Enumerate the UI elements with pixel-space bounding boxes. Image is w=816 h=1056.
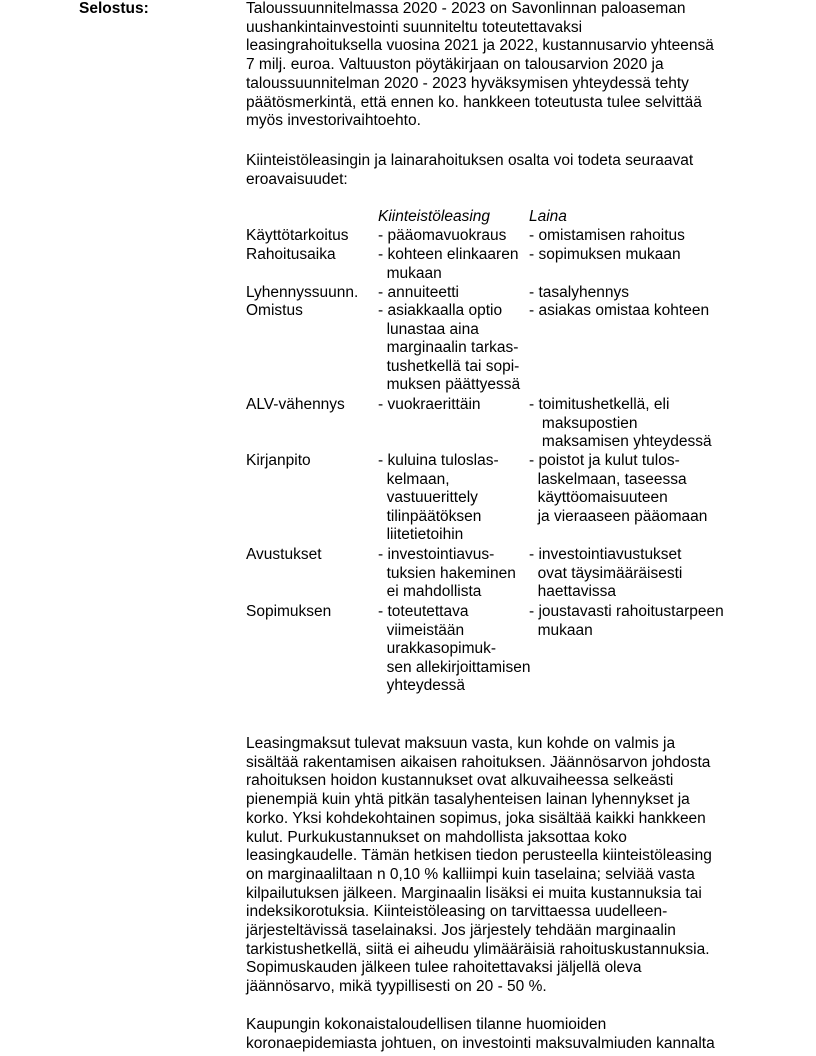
loan-cell [529, 302, 709, 321]
intro-paragraph [246, 0, 714, 131]
row-label: Sopimuksen [246, 603, 332, 620]
leasing-cell [378, 302, 520, 395]
leasing-line: on marginaaliltaan n 0,10 % kalliimpi kuin taselaina; selviää vasta [246, 865, 695, 883]
leasing-line: leasingkaudelle. Tämän hetkisen tiedon perusteella kiinteistöleasing [246, 847, 712, 865]
comparison-intro-paragraph [246, 152, 693, 189]
row-label: Lyhennyssuunn. [246, 284, 359, 301]
leasing-line: pienempiä kuin yhtä pitkän tasalyhenteisen lainan lyhennykset ja [246, 791, 690, 809]
leasing-cell-line: yhteydessä [378, 677, 466, 694]
leasing-line: Leasingmaksut tulevat maksuun vasta, kun kohde on valmis ja [246, 735, 676, 752]
leasing-cell-line: tuksien hakeminen [378, 564, 516, 582]
loan-cell [529, 227, 685, 246]
leasing-cell-line: kelmaan, [378, 470, 450, 488]
loan-cell-line: - tasalyhennys [529, 284, 629, 301]
intro-line: 7 milj. euroa. Valtuuston pöytäkirjaan on talousarvion 2020 ja [246, 56, 664, 74]
loan-cell-line: mukaan [529, 621, 593, 639]
loan-cell-line: - joustavasti rahoitustarpeen [529, 603, 724, 620]
leasing-cell-line: - toteutettava [378, 603, 469, 620]
leasing-cell-line: - asiakkaalla optio [378, 302, 503, 319]
loan-cell-line: - toimitushetkellä, eli [529, 396, 670, 413]
row-label: ALV-vähennys [246, 396, 345, 413]
leasing-line: sisältää rakentamisen aikaisen rahoituksen. Jäännösarvon johdosta [246, 753, 711, 771]
loan-cell-line: - omistamisen rahoitus [529, 227, 685, 244]
leasing-line: järjesteltävissä taselainaksi. Jos järjestely tehdään marginaalin [246, 922, 676, 940]
leasing-cell-line: lunastaa aina [378, 320, 479, 338]
leasing-cell-line: ei mahdollista [378, 583, 482, 600]
leasing-cell-line: urakkasopimuk- [378, 640, 497, 657]
intro-line: Taloussuunnitelmassa 2020 - 2023 on Savonlinnan paloaseman [246, 0, 686, 17]
leasing-cell-line: - kuluina tuloslas- [378, 452, 499, 469]
loan-cell-line: ovat täysimääräisesti [529, 564, 683, 582]
leasing-cell-line: - investointiavus- [378, 546, 495, 563]
leasing-cell-line: viimeistään [378, 621, 465, 639]
leasing-cell [378, 546, 516, 602]
loan-cell-line: maksupostien [529, 414, 638, 432]
loan-cell [529, 246, 681, 265]
final-paragraph [246, 1016, 715, 1053]
leasing-line: jäännösarvo, mikä tyypillisesti on 20 - 50 %. [246, 978, 547, 996]
leasing-cell-line: marginaalin tarkas- [378, 339, 519, 356]
leasing-cell [378, 452, 499, 545]
leasing-line: Sopimuskauden jälkeen tulee rahoitettavaksi jäljellä oleva [246, 959, 642, 977]
loan-cell [529, 546, 682, 602]
leasing-cell-line: - annuiteetti [378, 284, 459, 301]
row-label: Avustukset [246, 546, 322, 563]
intro-line: päätösmerkintä, että ennen ko. hankkeen toteutusta tulee selvittää [246, 93, 702, 111]
loan-cell-line: - investointiavustukset [529, 546, 682, 563]
intro-line: taloussuunnitelman 2020 - 2023 hyväksymisen yhteydessä tehty [246, 74, 689, 92]
leasing-line: rahoituksen hoidon kustannukset ovat alkuvaiheessa selkeästi [246, 772, 674, 790]
leasing-cell-line: tilinpäätöksen [378, 507, 482, 525]
leasing-cell-line: liitetietoihin [378, 526, 464, 543]
loan-cell-line: ja vieraaseen pääomaan [529, 507, 708, 525]
row-label: Käyttötarkoitus [246, 227, 349, 244]
leasing-line: indeksikorotuksia. Kiinteistöleasing on tarvittaessa uudelleen- [246, 903, 668, 921]
loan-cell-line: haettavissa [529, 583, 617, 600]
leasing-cell-line: mukaan [378, 264, 442, 282]
row-label: Kirjanpito [246, 452, 311, 469]
loan-cell-line: laskelmaan, taseessa [529, 470, 687, 488]
intro-line: uushankintainvestointi suunniteltu toteutettavaksi [246, 18, 583, 36]
header-loan: Laina [529, 208, 567, 225]
leasing-line: kilpailutuksen jälkeen. Marginaalin lisäksi ei muita kustannuksia tai [246, 884, 702, 902]
loan-cell-line: - poistot ja kulut tulos- [529, 452, 680, 469]
row-label: Omistus [246, 302, 303, 319]
final-line: koronaepidemiasta johtuen, on investointi maksuvalmiuden kannalta [246, 1034, 715, 1052]
comparison-intro-line: eroavaisuudet: [246, 170, 348, 188]
loan-cell [529, 603, 724, 640]
final-line: Kaupungin kokonaistaloudellisen tilanne huomioiden [246, 1016, 607, 1033]
leasing-cell-line: tushetkellä tai sopi- [378, 357, 520, 375]
section-label: Selostus: [79, 0, 149, 17]
loan-cell [529, 284, 629, 303]
leasing-cell-line: sen allekirjoittamisen [378, 658, 531, 676]
leasing-line: korko. Yksi kohdekohtainen sopimus, joka sisältää kaikki hankkeen [246, 809, 706, 827]
loan-cell [529, 452, 707, 526]
row-label: Rahoitusaika [246, 246, 336, 263]
intro-line: myös investorivaihtoehto. [246, 112, 421, 130]
loan-cell [529, 396, 712, 452]
loan-cell-line: käyttöomaisuuteen [529, 489, 668, 506]
leasing-cell-line: - vuokraerittäin [378, 396, 481, 413]
intro-line: leasingrahoituksella vuosina 2021 ja 2022, kustannusarvio yhteensä [246, 37, 714, 55]
loan-cell-line: - asiakas omistaa kohteen [529, 302, 710, 319]
leasing-cell [378, 396, 481, 415]
leasing-line: tarkistushetkellä, siitä ei aiheudu ylimääräisiä rahoituskustannuksia. [246, 940, 710, 958]
leasing-paragraph [246, 735, 712, 997]
leasing-cell-line: - pääomavuokraus [378, 227, 507, 244]
leasing-cell [378, 227, 506, 246]
comparison-intro-line: Kiinteistöleasingin ja lainarahoituksen osalta voi todeta seuraavat [246, 152, 694, 169]
leasing-cell [378, 603, 530, 696]
header-leasing: Kiinteistöleasing [378, 208, 491, 225]
loan-cell-line: maksamisen yhteydessä [529, 433, 712, 450]
leasing-cell [378, 246, 518, 283]
leasing-cell-line: muksen päättyessä [378, 376, 521, 393]
leasing-line: kulut. Purkukustannukset on mahdollista jaksottaa koko [246, 828, 627, 846]
leasing-cell-line: vastuuerittely [378, 489, 478, 506]
leasing-cell-line: - kohteen elinkaaren [378, 246, 519, 263]
loan-cell-line: - sopimuksen mukaan [529, 246, 681, 263]
leasing-cell [378, 284, 459, 303]
